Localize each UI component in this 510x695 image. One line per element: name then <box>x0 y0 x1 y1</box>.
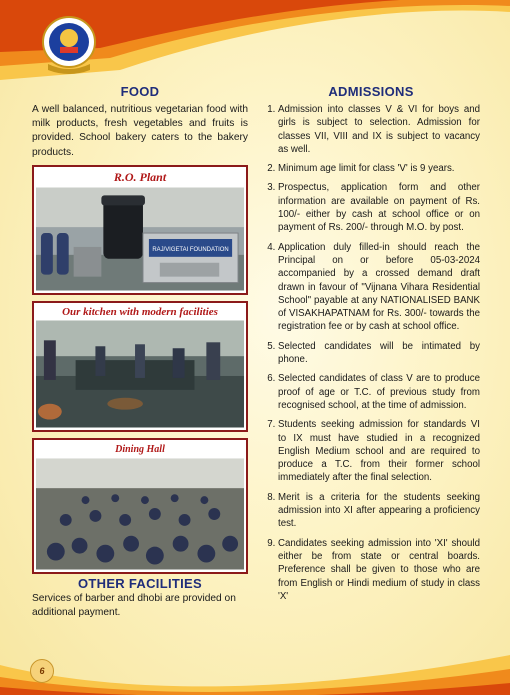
ro-plant-photo-card <box>32 165 248 295</box>
admissions-list <box>262 103 480 603</box>
admission-item: 1. Admission into classes V & VI for boys and girls is subject to selection. Admission for classes VII, VIII and IX is subject to vacancy as well. <box>278 103 480 156</box>
kitchen-caption: Our kitchen with modern facilities <box>36 305 244 320</box>
admission-item: 8. Merit is a criteria for the students seeking admission into XI after appearing a proficiency test. <box>278 491 480 531</box>
admissions-heading: ADMISSIONS <box>328 84 414 99</box>
admission-item: 4. Application duly filled-in should reach the Principal on or before 05-03-2024 accompanied by a crossed demand draft drawn in favour of "Vijnana Vihara Residential School" payable at any NATIONALISED BANK of VISAKHAPATNAM for Rs. 300/- towards the registration fee or by cash at school office. <box>278 241 480 334</box>
food-heading: FOOD <box>120 84 160 99</box>
dining-hall-photo <box>36 458 244 570</box>
admission-item: 9. Candidates seeking admission into 'XI' should either be from state or central boards. Preference shall be given to those who are from English or Hindi medium of study in class 'X' <box>278 537 480 603</box>
dining-hall-photo-card <box>32 438 248 574</box>
school-logo <box>40 14 98 74</box>
left-column <box>32 84 248 620</box>
kitchen-photo <box>36 320 244 428</box>
admission-item: 6. Selected candidates of class V are to produce proof of age or T.C. of previous study from recognised school, at the time of admission. <box>278 372 480 412</box>
admission-item: 3. Prospectus, application form and other information are available on payment of Rs. 100/- either by cash at school office or on payment of Rs. 200/- through M.O. by post. <box>278 181 480 234</box>
admission-item: 2. Minimum age limit for class 'V' is 9 years. <box>278 162 480 175</box>
right-column <box>262 84 480 609</box>
ro-plant-sign-text: RAJ/VIGETAI FOUNDATION <box>152 246 229 253</box>
admission-item: 5. Selected candidates will be intimated by phone. <box>278 340 480 367</box>
other-facilities-text: Services of barber and dhobi are provided on additional payment. <box>32 592 236 619</box>
ro-plant-photo <box>36 187 244 291</box>
kitchen-photo-card <box>32 301 248 432</box>
dining-hall-caption: Dining Hall <box>36 442 244 458</box>
ro-plant-caption: R.O. Plant <box>36 169 244 187</box>
food-text: A well balanced, nutritious vegetarian food with milk products, fresh vegetables and fruits is provided. School bakery caters to the bakery products. <box>32 104 248 158</box>
other-facilities-heading: OTHER FACILITIES <box>78 575 202 591</box>
page-number: 6 <box>30 659 54 683</box>
footer-swoosh <box>0 625 510 695</box>
admission-item: 7. Students seeking admission for standards VI to IX must have studied in a recognized English Medium school and are required to produce a T.C. from their former school immediately after the final selection. <box>278 418 480 484</box>
